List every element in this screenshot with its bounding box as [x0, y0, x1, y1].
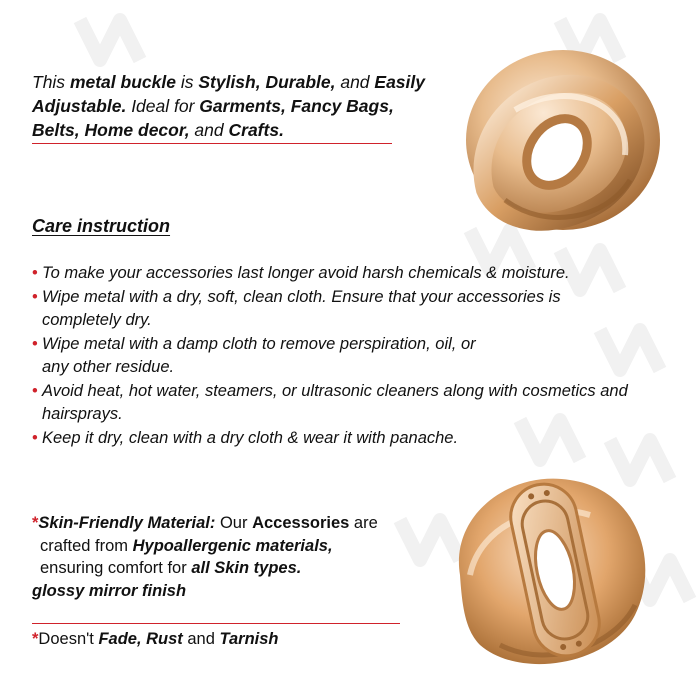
list-item [32, 262, 632, 286]
skin-divider [32, 623, 400, 624]
intro-bold: Garments, Fancy Bags, Belts, Home decor, [32, 96, 394, 140]
finish-label: glossy mirror finish [32, 581, 187, 600]
fade-bold: Fade, Rust [98, 630, 183, 648]
fade-text: and [182, 630, 220, 648]
care-item-text: Wipe metal with a dry, soft, clean cloth. Ensure that your accessories is completely dry. [42, 287, 561, 329]
asterisk: * [32, 514, 39, 532]
skin-line-2 [32, 535, 432, 558]
intro-text: This [32, 72, 70, 92]
intro-text: Ideal for [126, 96, 200, 116]
fade-rust-tarnish-line [32, 628, 278, 650]
intro-bold: metal buckle [69, 72, 176, 92]
skin-text: Our [215, 514, 253, 532]
intro-bold: Crafts. [228, 120, 284, 140]
skin-text: are [349, 514, 378, 532]
list-item [32, 380, 632, 427]
care-item-text: Keep it dry, clean with a dry cloth & wear it with panache. [42, 428, 459, 447]
list-item [32, 427, 632, 451]
fade-bold: Tarnish [219, 630, 279, 648]
intro-text: is [175, 72, 199, 92]
skin-bold: Hypoallergenic materials, [132, 536, 333, 555]
intro-divider [32, 143, 392, 144]
list-item [32, 286, 602, 333]
skin-bold: all Skin types. [191, 559, 302, 577]
care-item-text: To make your accessories last longer avoid harsh chemicals & moisture. [42, 264, 570, 282]
skin-text: ensuring comfort for [40, 559, 192, 577]
intro-bold: Stylish, Durable, [198, 72, 336, 92]
skin-friendly-block [32, 512, 432, 602]
intro-text: and [189, 120, 229, 140]
list-item [32, 333, 482, 380]
skin-text: crafted from [40, 536, 133, 555]
care-list [32, 262, 632, 450]
skin-bold: Accessories [252, 514, 350, 532]
buckle-front-icon [455, 40, 670, 240]
care-item-text: Avoid heat, hot water, steamers, or ultrasonic cleaners along with cosmetics and hairsprays. [42, 381, 628, 423]
intro-text: and [335, 72, 375, 92]
skin-line-1 [32, 512, 432, 535]
care-heading: Care instruction [32, 216, 171, 236]
care-item-text: Wipe metal with a damp cloth to remove perspiration, oil, or any other residue. [42, 334, 476, 376]
skin-line-3 [32, 557, 432, 580]
intro-bold: Easily Adjustable. [32, 72, 426, 116]
intro-paragraph [32, 70, 442, 142]
skin-title: Skin-Friendly Material: [38, 514, 216, 532]
fade-text: Doesn't [38, 630, 99, 648]
buckle-back-icon [440, 455, 670, 685]
asterisk: * [32, 630, 39, 648]
